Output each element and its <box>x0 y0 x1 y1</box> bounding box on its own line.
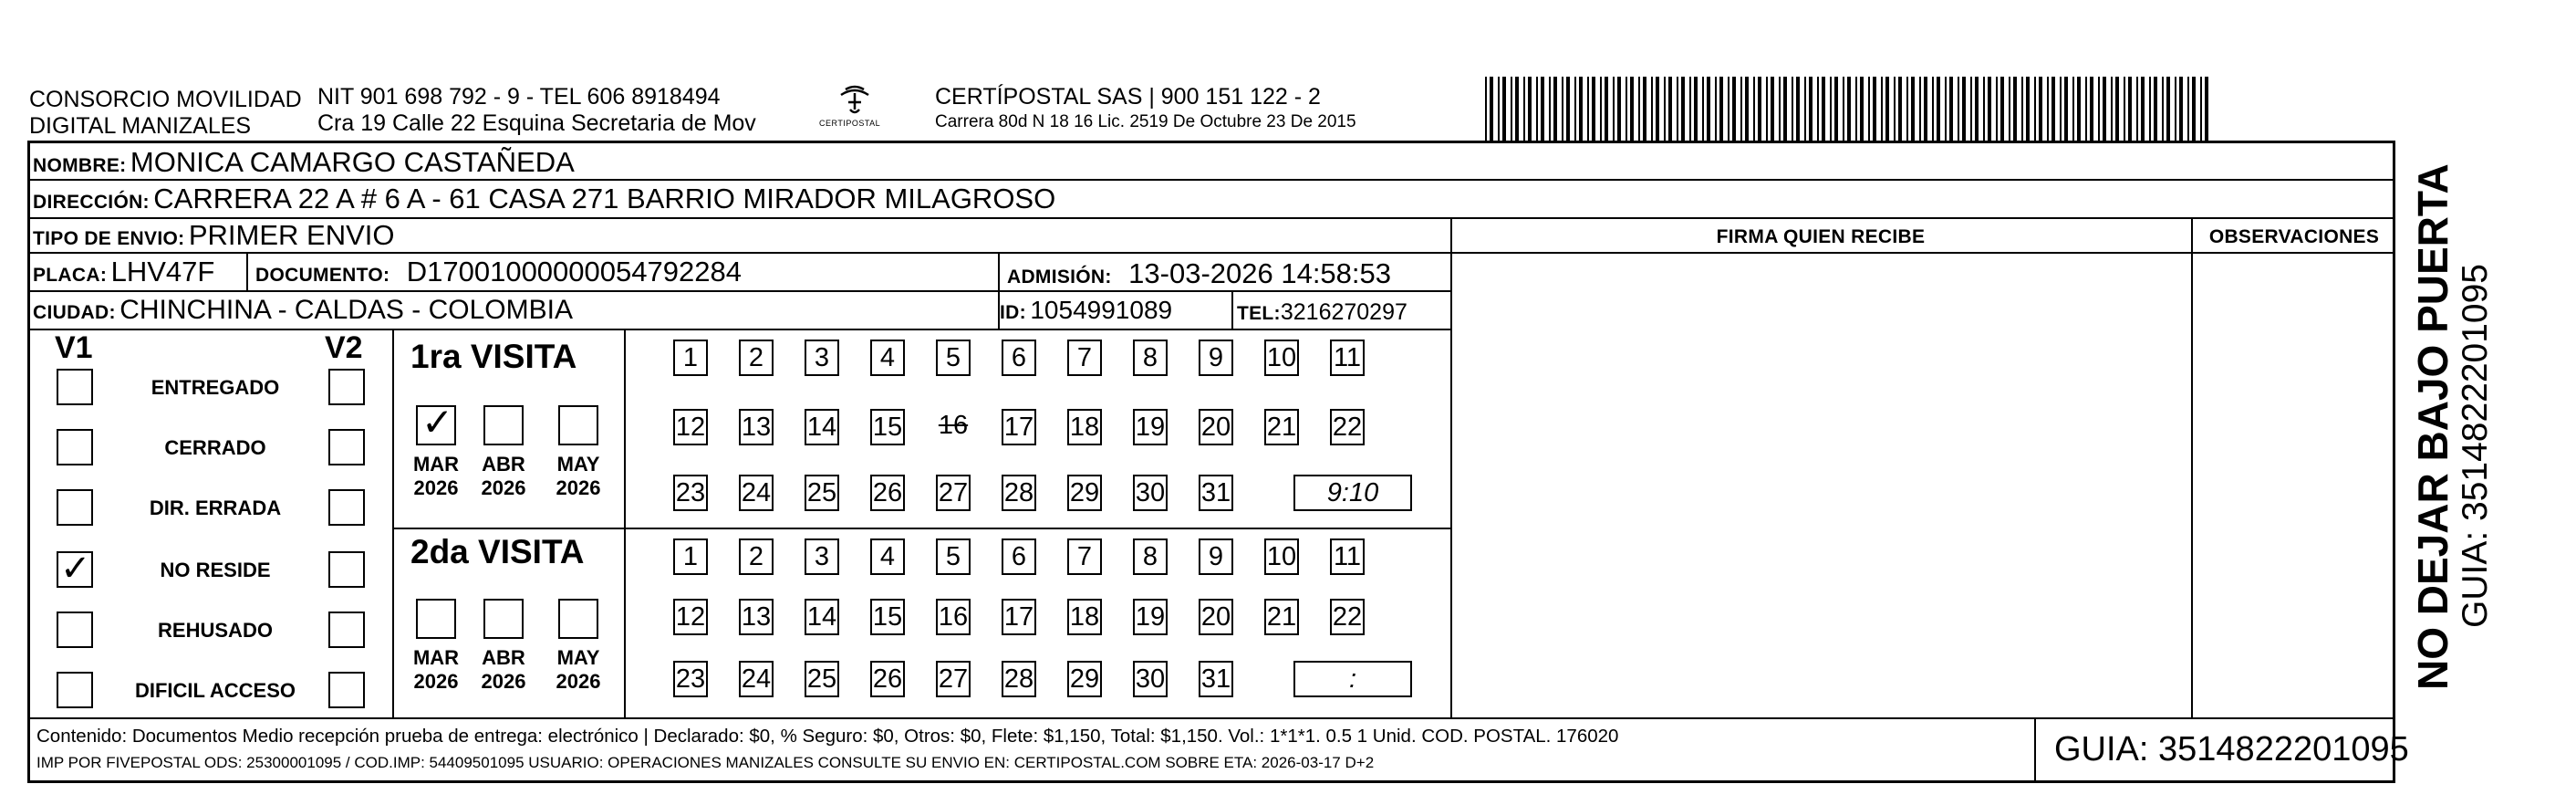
v2-label: V2 <box>325 330 363 365</box>
month-label: ABR <box>482 453 525 476</box>
first-visit-month-box[interactable] <box>483 405 524 445</box>
status-label: NO RESIDE <box>160 559 271 581</box>
guia-side: GUIA: 3514822201095 <box>2456 264 2495 628</box>
second-visit-day[interactable]: 22 <box>1330 599 1365 635</box>
year-label: 2026 <box>413 476 459 499</box>
first-visit-day[interactable]: 17 <box>1002 409 1036 445</box>
logo-icon <box>814 82 896 137</box>
first-visit-day[interactable]: 9 <box>1199 340 1233 376</box>
year-label: 2026 <box>413 670 459 693</box>
id-label: ID: <box>1000 302 1026 323</box>
company-name <box>29 87 302 140</box>
second-visit-day[interactable]: 31 <box>1199 661 1233 697</box>
v2-checkbox[interactable] <box>328 551 365 588</box>
tel-label: TEL: <box>1237 303 1281 324</box>
company-line1: CONSORCIO MOVILIDAD <box>29 87 302 112</box>
tipo-envio-row <box>33 219 395 257</box>
v1-checkbox[interactable] <box>57 489 93 526</box>
v2-checkbox[interactable] <box>328 489 365 526</box>
handwritten-mark: ✓ <box>421 401 454 444</box>
second-visit-day[interactable]: 23 <box>673 661 708 697</box>
second-visit-time-box[interactable]: : <box>1293 661 1412 697</box>
second-visit-month-box[interactable] <box>558 599 598 639</box>
first-visit-month-box[interactable] <box>558 405 598 445</box>
ciudad-label: CIUDAD: <box>33 302 116 323</box>
first-visit-day[interactable]: 8 <box>1133 340 1168 376</box>
v1-checkbox[interactable] <box>57 672 93 708</box>
v1-checkbox[interactable] <box>57 551 93 588</box>
second-visit-day[interactable]: 14 <box>805 599 839 635</box>
admision-label: ADMISIÓN: <box>1007 267 1112 288</box>
v1-checkbox[interactable] <box>57 369 93 405</box>
company-details <box>317 84 756 137</box>
second-visit-day[interactable]: 11 <box>1330 538 1365 575</box>
first-visit-day[interactable]: 2 <box>739 340 774 376</box>
status-label: ENTREGADO <box>151 376 280 399</box>
first-visit-day[interactable]: 10 <box>1264 340 1299 376</box>
first-visit-day[interactable]: 19 <box>1133 409 1168 445</box>
year-label: 2026 <box>556 476 601 499</box>
first-visit-day[interactable]: 1 <box>673 340 708 376</box>
year-label: 2026 <box>481 476 526 499</box>
first-visit-title: 1ra VISITA <box>410 338 577 375</box>
contenido-text: Contenido: Documentos Medio recepción prueba de entrega: electrónico | Declarado: $0, % Seguro: $0, Otros: $0, Flete: $1,150, Total: $1,150. Vol.: 1*1*1. 0.5 1 Unid. COD. POSTAL. 176020 <box>36 726 1619 747</box>
status-label: DIR. ERRADA <box>149 497 282 519</box>
documento-label: DOCUMENTO: <box>255 265 390 286</box>
first-visit-day[interactable]: 27 <box>936 475 971 511</box>
second-visit-day[interactable]: 18 <box>1067 599 1102 635</box>
second-visit-day[interactable]: 4 <box>870 538 905 575</box>
first-visit-day[interactable]: 11 <box>1330 340 1365 376</box>
second-visit-day[interactable]: 29 <box>1067 661 1102 697</box>
tipo-envio-value: PRIMER ENVIO <box>188 219 395 251</box>
status-label: REHUSADO <box>158 619 273 642</box>
year-label: 2026 <box>556 670 601 693</box>
second-visit-day[interactable]: 5 <box>936 538 971 575</box>
second-visit-day[interactable]: 28 <box>1002 661 1036 697</box>
first-visit-day[interactable]: 16 <box>938 411 969 440</box>
first-visit-day[interactable]: 25 <box>805 475 839 511</box>
second-visit-month-box[interactable] <box>483 599 524 639</box>
second-visit-day[interactable]: 3 <box>805 538 839 575</box>
first-visit-day[interactable]: 13 <box>739 409 774 445</box>
ciudad-field <box>33 294 573 331</box>
tel-value: 3216270297 <box>1280 299 1407 325</box>
first-visit-day[interactable]: 30 <box>1133 475 1168 511</box>
v2-checkbox[interactable] <box>328 672 365 708</box>
first-visit-day[interactable]: 23 <box>673 475 708 511</box>
carrier-line1: CERTÍPOSTAL SAS | 900 151 122 - 2 <box>935 84 1321 110</box>
v1-checkbox[interactable] <box>57 429 93 465</box>
direccion-label: DIRECCIÓN: <box>33 192 150 213</box>
v2-checkbox[interactable] <box>328 612 365 648</box>
first-visit-day[interactable]: 15 <box>870 409 905 445</box>
second-visit-title: 2da VISITA <box>410 533 585 570</box>
second-visit-day[interactable]: 2 <box>739 538 774 575</box>
placa-field <box>33 256 214 294</box>
first-visit-day[interactable]: 21 <box>1264 409 1299 445</box>
v2-checkbox[interactable] <box>328 369 365 405</box>
second-visit-day[interactable]: 21 <box>1264 599 1299 635</box>
second-visit-month-box[interactable] <box>416 599 456 639</box>
observaciones-label: OBSERVACIONES <box>2208 226 2380 247</box>
nombre-label: NOMBRE: <box>33 155 127 176</box>
month-label: MAY <box>556 453 600 476</box>
no-dejar-bajo-puerta: NO DEJAR BAJO PUERTA <box>2409 163 2457 690</box>
first-visit-day[interactable]: 5 <box>936 340 971 376</box>
imp-text: IMP POR FIVEPOSTAL ODS: 25300001095 / COD.IMP: 54409501095 USUARIO: OPERACIONES MANIZALES CONSULTE SU ENVIO EN: CERTIPOSTAL.COM SOBRE ETA: 2026-03-17 D+2 <box>36 754 1375 771</box>
first-visit-day[interactable]: 28 <box>1002 475 1036 511</box>
second-visit-day[interactable]: 25 <box>805 661 839 697</box>
carrier-line2: Carrera 80d N 18 16 Lic. 2519 De Octubre 23 De 2015 <box>935 112 1356 131</box>
nit-line: NIT 901 698 792 - 9 - TEL 606 8918494 <box>317 84 721 110</box>
placa-label: PLACA: <box>33 265 108 286</box>
tel-field <box>1237 296 1407 332</box>
second-visit-day[interactable]: 8 <box>1133 538 1168 575</box>
first-visit-month-box[interactable] <box>416 401 456 445</box>
second-visit-day[interactable]: 20 <box>1199 599 1233 635</box>
second-visit-day[interactable]: 16 <box>936 599 971 635</box>
second-visit-day[interactable]: 1 <box>673 538 708 575</box>
month-label: MAY <box>556 646 600 669</box>
address-line: Cra 19 Calle 22 Esquina Secretaria de Mov <box>317 110 756 136</box>
first-visit-day[interactable]: 7 <box>1067 340 1102 376</box>
first-visit-day[interactable]: 31 <box>1199 475 1233 511</box>
admision-field <box>1007 257 1391 296</box>
id-value: 1054991089 <box>1030 296 1173 324</box>
first-visit-day[interactable]: 6 <box>1002 340 1036 376</box>
ciudad-value: CHINCHINA - CALDAS - COLOMBIA <box>119 295 573 325</box>
second-visit-day[interactable]: 19 <box>1133 599 1168 635</box>
company-line2: DIGITAL MANIZALES <box>29 113 252 139</box>
second-visit-day[interactable]: 24 <box>739 661 774 697</box>
second-visit-day[interactable]: 9 <box>1199 538 1233 575</box>
second-visit-day[interactable]: 12 <box>673 599 708 635</box>
status-label: DIFICIL ACCESO <box>134 679 296 702</box>
month-label: ABR <box>482 646 525 669</box>
first-visit-day[interactable]: 22 <box>1330 409 1365 445</box>
year-label: 2026 <box>481 670 526 693</box>
second-visit-day[interactable]: 30 <box>1133 661 1168 697</box>
second-visit-day[interactable]: 15 <box>870 599 905 635</box>
first-visit-day[interactable]: 18 <box>1067 409 1102 445</box>
admision-value: 13-03-2026 14:58:53 <box>1128 257 1392 289</box>
first-visit-day[interactable]: 12 <box>673 409 708 445</box>
id-field <box>1000 294 1172 331</box>
first-visit-day[interactable]: 20 <box>1199 409 1233 445</box>
barcode <box>1485 77 2215 141</box>
documento-field <box>255 256 742 294</box>
nombre-row <box>33 146 575 184</box>
second-visit-day[interactable]: 17 <box>1002 599 1036 635</box>
second-visit-day[interactable]: 13 <box>739 599 774 635</box>
second-visit-day[interactable]: 26 <box>870 661 905 697</box>
direccion-value: CARRERA 22 A # 6 A - 61 CASA 271 BARRIO MIRADOR MILAGROSO <box>153 183 1056 214</box>
month-label: MAR <box>412 646 460 669</box>
first-visit-time-box[interactable]: 9:10 <box>1293 475 1412 511</box>
check-mark: ✓ <box>60 549 91 589</box>
second-visit-day[interactable]: 6 <box>1002 538 1036 575</box>
first-visit-day[interactable]: 24 <box>739 475 774 511</box>
firma-label: FIRMA QUIEN RECIBE <box>1716 226 1926 247</box>
placa-value: LHV47F <box>110 256 215 288</box>
first-visit-day[interactable]: 26 <box>870 475 905 511</box>
first-visit-day[interactable]: 4 <box>870 340 905 376</box>
nombre-value: MONICA CAMARGO CASTAÑEDA <box>130 146 575 178</box>
v1-checkbox[interactable] <box>57 612 93 648</box>
first-visit-day[interactable]: 14 <box>805 409 839 445</box>
tipo-envio-label: TIPO DE ENVIO: <box>33 228 185 249</box>
status-label: CERRADO <box>164 436 266 459</box>
v1-label: V1 <box>55 330 93 365</box>
second-visit-day[interactable]: 10 <box>1264 538 1299 575</box>
direccion-row <box>33 183 1055 221</box>
certipostal-logo <box>814 82 896 137</box>
first-visit-day[interactable]: 29 <box>1067 475 1102 511</box>
v2-checkbox[interactable] <box>328 429 365 465</box>
month-label: MAR <box>412 453 460 476</box>
documento-value: D17001000000054792284 <box>406 256 742 288</box>
first-visit-day[interactable]: 3 <box>805 340 839 376</box>
guia-footer: GUIA: 3514822201095 <box>2054 730 2409 768</box>
second-visit-day[interactable]: 7 <box>1067 538 1102 575</box>
carrier-info <box>935 84 1356 132</box>
second-visit-day[interactable]: 27 <box>936 661 971 697</box>
logo-text: CERTIPOSTAL <box>819 119 881 128</box>
